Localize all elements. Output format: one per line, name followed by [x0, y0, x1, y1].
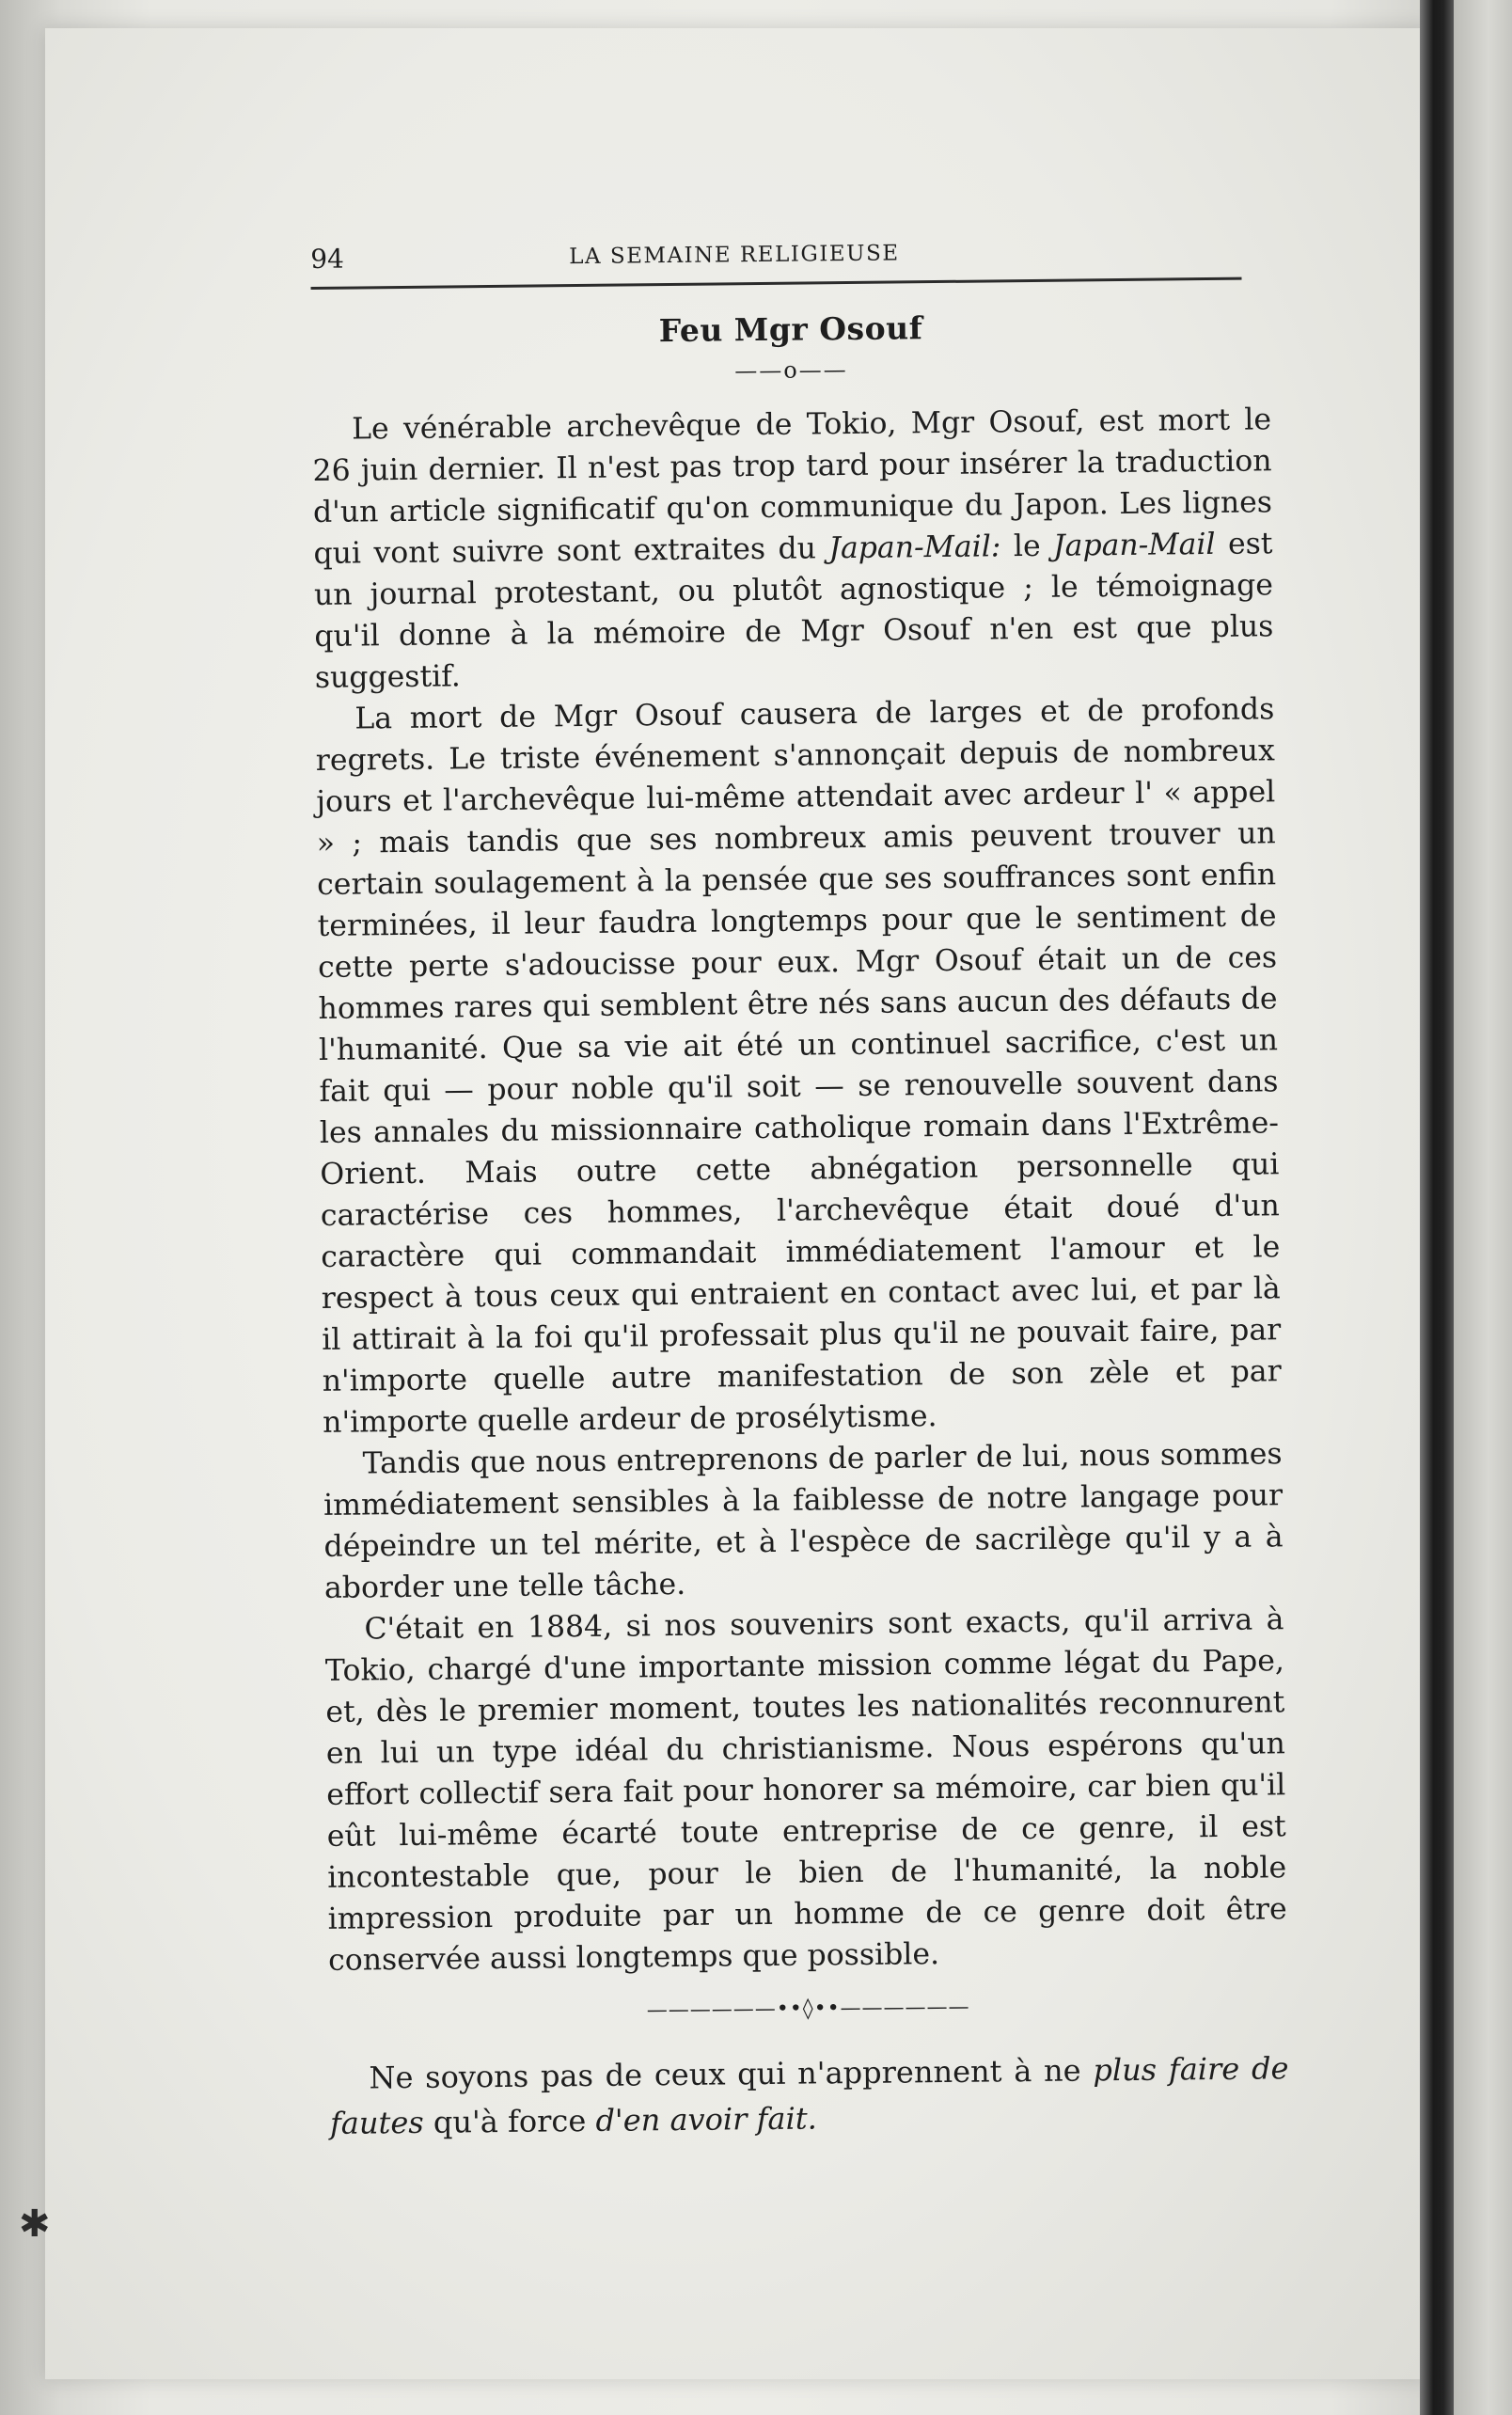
italic-run: Japan-Mail [1052, 527, 1216, 563]
text-run: Le vénérable archevêque de Tokio, Mgr Osouf, est mort le 26 juin dernier. Il n'est pas trop tard pour insérer la traduction d'un article significatif qu'on communique du Japon. Les lignes qui vont suivre sont extraites du [312, 402, 1273, 571]
article-body [312, 399, 1287, 1981]
page-number: 94 [310, 243, 345, 275]
italic-run: plus faire de fautes [329, 2050, 1289, 2141]
ink-smudge-icon: ✱ [19, 2202, 51, 2245]
article-paragraph [323, 1433, 1284, 1609]
title-ornament: ——o—— [734, 356, 848, 385]
italic-run: d'en avoir fait. [595, 2100, 817, 2139]
text-run: Tandis que nous entreprenons de parler de lui, nous sommes immédiatement sensibles à la faiblesse de notre langage pour dépeindre un tel mérite, et à l'espèce de sacrilège qu'il y a à aborder une telle tâche. [323, 1437, 1284, 1605]
text-run: est un journal protestant, ou plutôt agnostique ; le témoignage qu'il donne à la mémoire de Mgr Osouf n'en est que plus suggestif. [313, 527, 1274, 695]
section-separator: ——————••◊••—————— [646, 1995, 970, 2023]
italic-run: Japan-Mail: [828, 529, 1001, 566]
journal-title: LA SEMAINE RELIGIEUSE [569, 241, 900, 270]
article-title: Feu Mgr Osouf [658, 309, 923, 350]
page-text-block [310, 229, 1290, 2176]
article-paragraph [315, 688, 1282, 1444]
text-run: qu'à force [423, 2102, 596, 2140]
article-paragraph [324, 1599, 1287, 1981]
text-run: La mort de Mgr Osouf causera de larges et de profonds regrets. Le triste événement s'annonçait depuis de nombreux jours et l'archevêque lui-même attendait avec ardeur l' « appel » ; mais tandis que ses nombreux amis peuvent trouver un certain soulagement à la pensée que ses souffrances sont enfin terminées, il leur faudra longtemps pour que le sentiment de cette perte s'adoucisse pour eux. Mgr Osouf était un de ces hommes rares qui semblent être nés sans aucun des défauts de l'humanité. Que sa vie ait été un continuel sacrifice, c'est un fait qui — pour noble qu'il soit — se renouvelle souvent dans les annales du missionnaire catholique romain dans l'Extrême-Orient. Mais outre cette abnégation personnelle qui caractérise ces hommes, l'archevêque était doué d'un caractère qui commandait immédiatement l'amour et le respect à tous ceux qui entraient en contact avec lui, et par là il attirait à la foi qu'il professait plus qu'il ne pouvait faire, par n'importe quelle autre manifestation de son zèle et par n'importe quelle ardeur de prosélytisme. [315, 692, 1282, 1440]
text-run: Ne soyons pas de ceux qui n'apprennent à ne [369, 2052, 1094, 2096]
running-head [310, 230, 1242, 290]
facing-page-edge [1454, 0, 1512, 2415]
book-spine [1420, 0, 1454, 2415]
text-run: le [1000, 529, 1054, 564]
article-paragraph [312, 399, 1274, 699]
text-run: C'était en 1884, si nos souvenirs sont exacts, qu'il arriva à Tokio, chargé d'une importante mission comme légat du Pape, et, dès le premier moment, toutes les nationalités reconnurent en lui un type idéal du christianisme. Nous espérons qu'un effort collectif sera fait pour honorer sa mémoire, car bien qu'il eût lui-même écarté toute entreprise de ce genre, il est incontestable que, pour le bien de l'humanité, la noble impression produite par un homme de ce genre doit être conservée aussi longtemps que possible. [324, 1602, 1287, 1978]
closing-maxim [329, 2045, 1289, 2146]
